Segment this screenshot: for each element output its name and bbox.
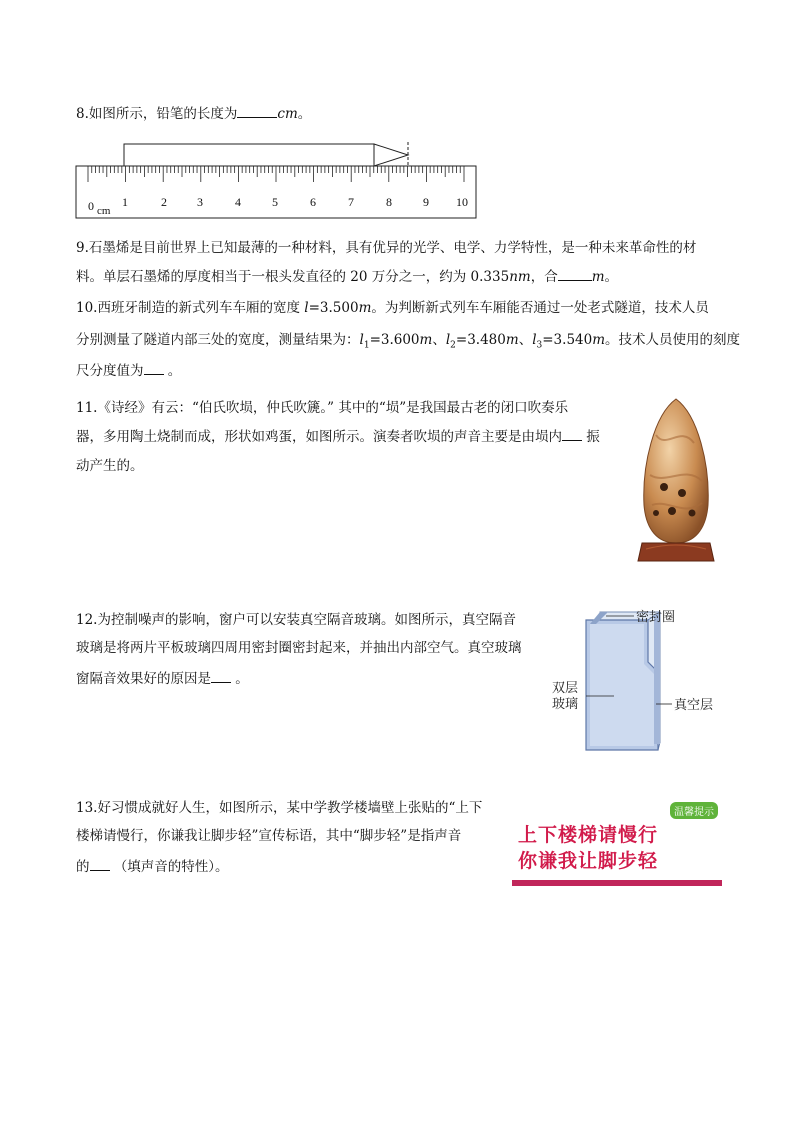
q11-line2: 器，多用陶土烧制而成，形状如鸡蛋，如图所示。演奏者吹埙的声音主要是由埙内 振 (76, 426, 600, 447)
pencil (124, 142, 408, 168)
q10-line1: 10.西班牙制造的新式列车车厢的宽度 l=3.500m。为判断新式列车车厢能否通过一处老式隧道，技术人员 (76, 300, 709, 316)
q8-text: 8.如图所示，铅笔的长度为 cm。 (76, 103, 311, 124)
q9-answer-blank[interactable] (558, 266, 592, 281)
ruler-num-10: 10 (456, 195, 468, 209)
ruler-num-3: 3 (197, 195, 203, 209)
ruler-num-1: 1 (122, 195, 128, 209)
ruler-num-9: 9 (423, 195, 429, 209)
q9-line2: 料。单层石墨烯的厚度相当于一根头发直径的 20 万分之一，约为 0.335nm，合 m。 (76, 266, 618, 287)
ruler-num-4: 4 (235, 195, 241, 209)
ruler-unit-label: 0 (88, 199, 94, 213)
vacuum-layer-label: 真空层 (674, 698, 714, 713)
q12-line2: 玻璃是将两片平板玻璃四周用密封圈密封起来，并抽出内部空气。真空玻璃 (76, 640, 522, 656)
q13-line2: 楼梯请慢行，你谦我让脚步轻”宣传标语，其中“脚步轻”是指声音 (76, 828, 462, 844)
q10-line2: 分别测量了隧道内部三处的宽度，测量结果为：$l_1=3.600m$、$l_2=3.480m$、$l_3=3.540m$。技术人员使用的刻度 (76, 332, 741, 351)
ruler-num-7: 7 (348, 195, 354, 209)
warm-tip-badge: 温馨提示 (670, 802, 718, 819)
slogan-poster (512, 800, 722, 886)
double-glass-label-2: 玻璃 (552, 697, 579, 712)
q11-line1: 11.《诗经》有云：“伯氏吹埙，仲氏吹篪。” 其中的“埙”是我国最古老的闭口吹奏乐 (76, 400, 569, 416)
q11-answer-blank[interactable] (562, 426, 582, 441)
q12-line3: 窗隔音效果好的原因是 。 (76, 668, 249, 689)
vacuum-glass-diagram (548, 604, 748, 754)
q12-line1: 12.为控制噪声的影响，窗户可以安装真空隔音玻璃。如图所示，真空隔音 (76, 612, 516, 628)
q10-line3: 尺分度值为 。 (76, 360, 181, 381)
double-glass-label-1: 双层 (552, 681, 579, 696)
q11-line3: 动产生的。 (76, 458, 144, 474)
pencil-ruler-figure (72, 140, 492, 230)
ruler-num-2: 2 (161, 195, 167, 209)
q13-line1: 13.好习惯成就好人生，如图所示，某中学教学楼墙壁上张贴的“上下 (76, 800, 483, 816)
poster-line-2: 你谦我让脚步轻 (518, 850, 659, 872)
seal-ring-label: 密封圈 (636, 610, 676, 625)
q13-answer-blank[interactable] (90, 856, 110, 871)
ruler (76, 166, 476, 218)
q8-answer-blank[interactable] (237, 103, 277, 118)
q9-line1: 9.石墨烯是目前世界上已知最薄的一种材料，具有优异的光学、电学、力学特性，是一种未来革命性的材 (76, 240, 697, 256)
q10-answer-blank[interactable] (144, 360, 164, 375)
ruler-num-8: 8 (386, 195, 392, 209)
q13-line3: 的 （填声音的特性）。 (76, 856, 229, 877)
q12-answer-blank[interactable] (211, 668, 231, 683)
ruler-num-5: 5 (272, 195, 278, 209)
ruler-num-6: 6 (310, 195, 316, 209)
poster-line-1: 上下楼梯请慢行 (518, 824, 659, 846)
ruler-cm: cm (97, 205, 111, 217)
xun-instrument-image (636, 395, 716, 565)
